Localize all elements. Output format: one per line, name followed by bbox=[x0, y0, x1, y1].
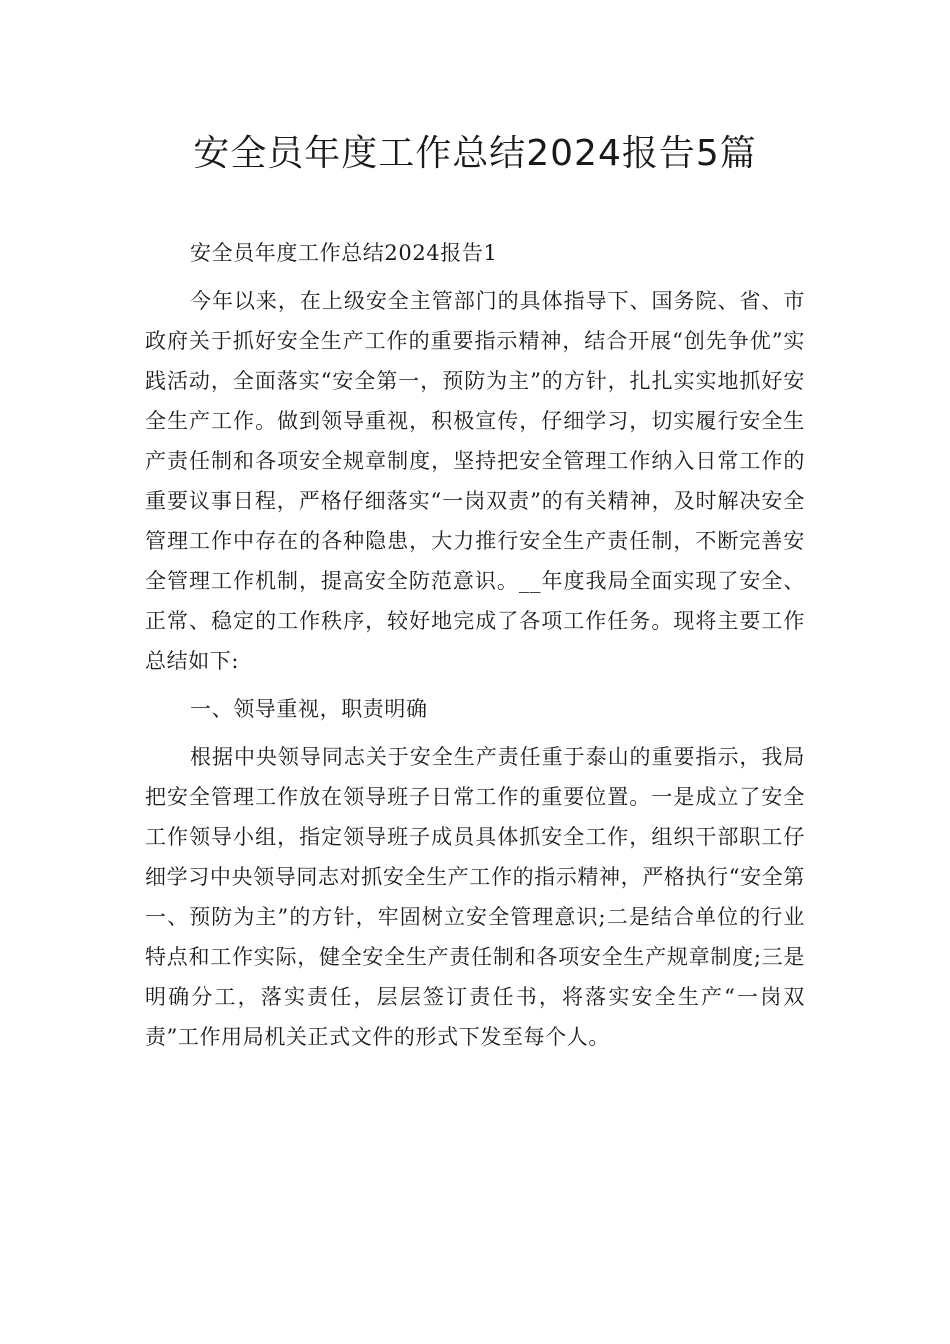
report-subtitle: 安全员年度工作总结2024报告1 bbox=[190, 241, 498, 265]
document-title: 安全员年度工作总结2024报告5篇 bbox=[193, 133, 757, 174]
section-paragraph: 根据中央领导同志关于安全生产责任重于泰山的重要指示，我局把安全管理工作放在领导班子日常工作的重要位置。一是成立了安全工作领导小组，指定领导班子成员具体抓安全工作，组织干部职工仔细学习中央领导同志对抓安全生产工作的指示精神，严格执行“安全第一、预防为主”的方针，牢固树立安全管理意识;二是结合单位的行业特点和工作实际，健全安全生产责任制和各项安全生产规章制度;三是明确分工，落实责任，层层签订责任书，将落实安全生产“一岗双责”工作用局机关正式文件的形式下发至每个人。 bbox=[145, 745, 805, 1049]
intro-paragraph: 今年以来，在上级安全主管部门的具体指导下、国务院、省、市政府关于抓好安全生产工作的重要指示精神，结合开展“创先争优”实践活动，全面落实“安全第一，预防为主”的方针，扎扎实实地抓好安全生产工作。做到领导重视，积极宣传，仔细学习，切实履行安全生产责任制和各项安全规章制度，坚持把安全管理工作纳入日常工作的重要议事日程，严格仔细落实“一岗双责”的有关精神，及时解决安全管理工作中存在的各种隐患，大力推行安全生产责任制，不断完善安全管理工作机制，提高安全防范意识。__年度我局全面实现了安全、正常、稳定的工作秩序，较好地完成了各项工作任务。现将主要工作总结如下: bbox=[145, 289, 805, 673]
document-body bbox=[145, 233, 805, 1065]
section-heading: 一、领导重视，职责明确 bbox=[190, 697, 428, 721]
